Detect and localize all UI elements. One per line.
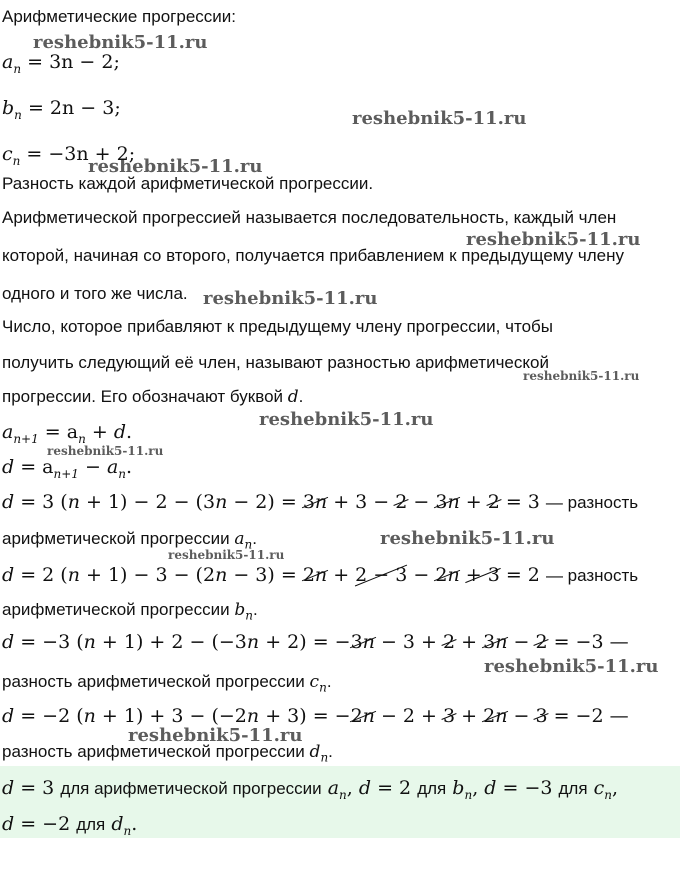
recurrence-formula: $a_{n+1} = a_n + d$. <box>2 421 133 446</box>
watermark: reshebnik5-11.ru <box>128 725 303 746</box>
difference-definition-line-3: прогрессии. Его обозначают буквой d. <box>2 387 304 407</box>
calculation-c: d = −3 (n + 1) + 2 − (−3n + 2) = −3n − 3 + 2 + 3n − 2 = −3 — <box>2 631 629 653</box>
watermark: reshebnik5-11.ru <box>523 369 640 383</box>
sequence-a: $a_n = 3n - 2$; <box>2 51 120 76</box>
watermark: reshebnik5-11.ru <box>466 229 641 250</box>
difference-definition-line-1: Число, которое прибавляют к предыдущему члену прогрессии, чтобы <box>2 317 553 336</box>
definition-line-2: которой, начиная со второго, получается прибавлением к предыдущему члену <box>2 246 625 265</box>
watermark: reshebnik5-11.ru <box>47 444 164 458</box>
watermark: reshebnik5-11.ru <box>33 32 208 53</box>
sequence-b-rhs: 2n − 3; <box>49 97 121 119</box>
heading: Арифметические прогрессии: <box>2 7 236 26</box>
watermark: reshebnik5-11.ru <box>484 656 659 677</box>
watermark: reshebnik5-11.ru <box>380 528 555 549</box>
calculation-b: d = 2 (n + 1) − 3 − (2n − 3) = 2n + 2 − 3 − 2n + 3 = 2 — разность <box>2 564 639 586</box>
sequence-c: $c_n = -3n + 2$; <box>2 143 136 168</box>
sequence-c-rhs: −3n + 2; <box>48 143 136 165</box>
difference-definition-line-2: получить следующий её член, называют разностью арифметической <box>2 353 549 372</box>
watermark: reshebnik5-11.ru <box>168 548 285 562</box>
definition-line-1: Арифметической прогрессией называется последовательность, каждый член <box>2 208 617 227</box>
answer-intro: Разность каждой арифметической прогрессии. <box>2 174 374 193</box>
calculation-d: d = −2 (n + 1) + 3 − (−2n + 3) = −2n − 2 + 3 + 2n − 3 = −2 — <box>2 705 629 727</box>
definition-line-3: одного и того же числа. <box>2 284 188 303</box>
watermark: reshebnik5-11.ru <box>88 156 263 177</box>
summary-line-1: d = 3 для арифметической прогрессии $a_n$, d = 2 для $b_n$, d = −3 для $c_n$, <box>2 777 619 802</box>
sequence-a-rhs: 3n − 2; <box>49 51 120 73</box>
watermark: reshebnik5-11.ru <box>203 288 378 309</box>
difference-formula: $d = a_{n+1} - a_n$. <box>2 456 133 481</box>
calculation-d-line-2: разность арифметической прогрессии $d_n$. <box>2 742 333 765</box>
calculation-a: d = 3 (n + 1) − 2 − (3n − 2) = 3n + 3 − 2 − 3n + 2 = 3 — разность <box>2 491 639 513</box>
watermark: reshebnik5-11.ru <box>259 409 434 430</box>
sequence-b: $b_n = 2n - 3$; <box>2 97 121 122</box>
calculation-c-line-2: разность арифметической прогрессии $c_n$. <box>2 672 332 695</box>
calculation-a-line-2: арифметической прогрессии $a_n$. <box>2 529 257 552</box>
watermark: reshebnik5-11.ru <box>352 108 527 129</box>
summary-line-2: d = −2 для $d_n$. <box>2 813 138 838</box>
calculation-b-line-2: арифметической прогрессии $b_n$. <box>2 600 258 623</box>
